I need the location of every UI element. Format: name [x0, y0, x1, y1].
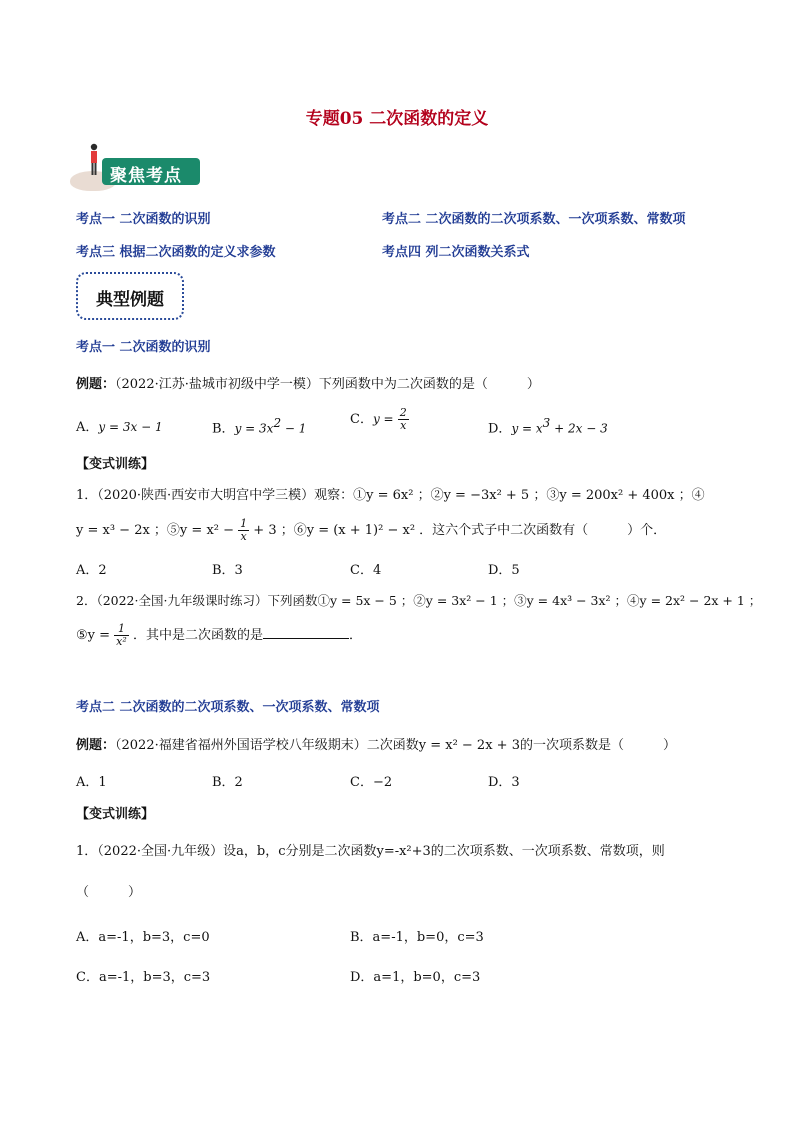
- question-text: ⑤y =: [76, 628, 111, 643]
- training-label-1: 【变式训练】: [76, 457, 155, 472]
- training-label-2: 【变式训练】: [76, 807, 155, 822]
- focus-banner: [70, 143, 202, 195]
- option-math: y = 3x − 1: [98, 420, 163, 434]
- example-2-option-b: B．2: [212, 775, 243, 790]
- typical-examples-label: 典型例题: [96, 290, 164, 310]
- question-2-line-1: 2．（2022·全国·九年级课时练习）下列函数①y = 5x − 5 ；②y = 3x² − 1 ；③y = 4x³ − 3x² ；④y = 2x² − 2x + 1 ；: [76, 593, 762, 608]
- fraction-denominator: x: [240, 530, 247, 543]
- fraction-denominator: x: [400, 419, 407, 432]
- page-title: 专题05 二次函数的定义: [305, 109, 489, 129]
- question-3-option-b: B．a=-1，b=0，c=3: [350, 930, 484, 945]
- example-2-option-d: D．3: [488, 775, 520, 790]
- example-label: 例题：: [76, 377, 116, 392]
- toc-item-1: 考点一 二次函数的识别: [76, 212, 211, 227]
- toc-item-4: 考点四 列二次函数关系式: [382, 245, 530, 260]
- option-math: y = 3x: [234, 421, 274, 436]
- question-1-line-2: [76, 518, 666, 543]
- banner-label: 聚焦考点: [110, 166, 182, 186]
- question-1-option-c: C．4: [350, 563, 382, 578]
- fraction-numerator: 2: [399, 406, 407, 419]
- question-text: ．其中是二次函数的是: [132, 628, 263, 643]
- example-text: （2022·福建省福州外国语学校八年级期末）二次函数y = x² − 2x + 3的一次项系数是（ ）: [115, 738, 676, 753]
- section-2-heading: 考点二 二次函数的二次项系数、一次项系数、常数项: [76, 700, 380, 715]
- question-3-option-c: C．a=-1，b=3，c=3: [76, 970, 211, 985]
- question-1-line-1: 1．（2020·陕西·西安市大明宫中学三模）观察：①y = 6x² ；②y = −3x² + 5 ；③y = 200x² + 400x ；④: [76, 488, 705, 503]
- option-label: D．: [488, 421, 512, 437]
- option-math-tail: − 1: [281, 421, 307, 436]
- question-3-option-d: D．a=1，b=0，c=3: [350, 970, 481, 985]
- question-1-option-d: D．5: [488, 563, 520, 578]
- question-1-option-b: B．3: [212, 563, 243, 578]
- option-label: A．: [76, 420, 99, 435]
- example-label: 例题：: [76, 738, 116, 753]
- example-2: [76, 734, 676, 753]
- typical-examples-box: [76, 272, 184, 320]
- question-3-paren: （ ）: [76, 885, 142, 900]
- option-math: y = x: [511, 421, 543, 436]
- example-2-option-c: C．−2: [350, 775, 393, 790]
- section-1-heading: 考点一 二次函数的识别: [76, 340, 211, 355]
- example-1-option-a: [76, 416, 163, 435]
- fraction-denominator: x²: [116, 635, 127, 648]
- question-3-option-a: A．a=-1，b=3，c=0: [76, 930, 210, 945]
- example-2-option-a: A．1: [76, 775, 107, 790]
- option-label: B．: [212, 421, 235, 437]
- example-1-option-b: B．$y = 3x^2 - 1$: [212, 416, 307, 437]
- toc-item-2: 考点二 二次函数的二次项系数、一次项系数、常数项: [382, 212, 686, 227]
- fraction: [398, 407, 409, 432]
- example-1-option-c: [350, 407, 409, 432]
- question-text: ．: [348, 628, 362, 643]
- question-text: y = x³ − 2x ；⑤y = x² −: [76, 523, 235, 538]
- option-math: y =: [372, 412, 394, 426]
- fraction: [114, 623, 129, 648]
- question-2-line-2: [76, 623, 362, 648]
- fraction: [238, 518, 249, 543]
- question-3-line-1: 1．（2022·全国·九年级）设a，b，c分别是二次函数y=-x²+3的二次项系数、一次项系数、常数项，则: [76, 844, 665, 859]
- toc-item-3: 考点三 根据二次函数的定义求参数: [76, 245, 276, 260]
- answer-blank[interactable]: [263, 626, 349, 639]
- example-text: （2022·江苏·盐城市初级中学一模）下列函数中为二次函数的是（ ）: [115, 377, 540, 392]
- person-icon: [88, 143, 100, 177]
- option-label: C．: [350, 412, 373, 427]
- fraction-numerator: 1: [240, 517, 248, 530]
- fraction-numerator: 1: [114, 623, 129, 636]
- example-1: [76, 373, 540, 392]
- example-1-option-d: D．$y = x^3 + 2x - 3$: [488, 416, 608, 437]
- question-text: + 3 ；⑥y = (x + 1)² − x² ．这六个式子中二次函数有（ ）个．: [249, 523, 667, 538]
- option-math-tail: + 2x − 3: [550, 421, 608, 436]
- question-1-option-a: A．2: [76, 563, 107, 578]
